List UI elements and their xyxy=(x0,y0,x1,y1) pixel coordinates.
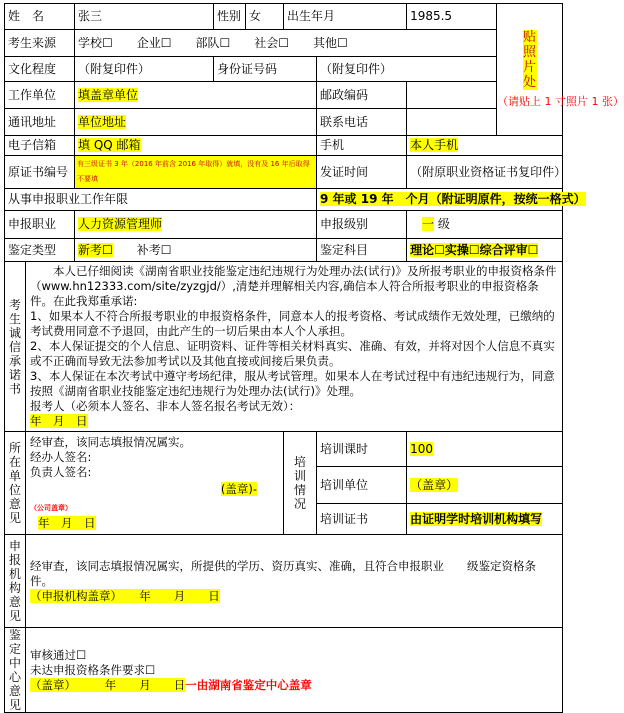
unit-opinion-body xyxy=(26,432,284,535)
work-years-value xyxy=(317,189,586,211)
row-source xyxy=(5,30,563,57)
mobile-label: 手机 xyxy=(317,136,407,156)
row-address xyxy=(5,109,563,136)
exam-type-options xyxy=(75,239,317,262)
education-label: 文化程度 xyxy=(5,57,75,82)
row-workplace xyxy=(5,82,563,109)
work-years-label: 从事申报职业工作年限 xyxy=(5,189,317,211)
training-cert-value: 由证明学时培训机构填写 xyxy=(407,504,563,535)
photo-label: 贴照片处 xyxy=(523,30,537,90)
row-declare xyxy=(5,535,563,628)
subject-label: 鉴定科目 xyxy=(317,239,407,262)
new-exam-option: 新考☐ xyxy=(78,242,113,257)
pledge-date: 年 月 日 xyxy=(30,414,88,428)
row-certificate xyxy=(5,156,563,189)
unit-stamp-line: (盖章)- xyxy=(220,482,258,496)
id-value: （附复印件） xyxy=(317,57,497,82)
birth-value: 1985.5 xyxy=(407,4,497,30)
level-hint: 一 xyxy=(422,217,435,231)
occupation-value xyxy=(75,211,317,239)
row-exam-type xyxy=(5,239,563,262)
issue-date-label: 发证时间 xyxy=(317,156,407,189)
issue-date-value: （附原职业资格证书复印件） xyxy=(407,156,563,189)
training-unit-value: （盖章） xyxy=(407,467,563,504)
center-opinion-body xyxy=(26,628,563,713)
occupation-hint: 人力资源管理师 xyxy=(78,217,163,231)
address-hint: 单位地址 xyxy=(78,114,127,129)
mobile-value xyxy=(407,136,563,156)
cert-number-label: 原证书编号 xyxy=(5,156,75,189)
name-value: 张三 xyxy=(75,4,214,30)
row-pledge xyxy=(5,262,563,432)
level-label: 申报级别 xyxy=(317,211,407,239)
center-stamp-note: 一由湖南省鉴定中心盖章 xyxy=(185,677,312,692)
pledge-paragraph-1: 本人已仔细阅读《湖南省职业技能鉴定违纪违规行为处理办法(试行)》及所报考职业的申报资格条件（www.hn12333.com/site/zyzgjd/）,清楚并理解相关内容,确信本人符合所报考职业的申报资格条件。在此我郑重承诺: xyxy=(30,264,557,308)
row-work-years xyxy=(5,189,563,211)
training-cert-label: 培训证书 xyxy=(317,504,407,535)
pledge-sign-line: 报考人（必须本人签名、非本人签名报名考试无效）： xyxy=(30,399,301,413)
workplace-hint: 填盖章单位 xyxy=(78,87,139,102)
pledge-paragraph-3: 2、本人保证提交的个人信息、证明资料、证件等相关材料真实、准确、有效，并将对因个人信息不真实或不正确而导致无法参加考试以及其他直接或间接后果负责。 xyxy=(30,339,555,368)
center-stamp-line: （盖章） 年 月 日一由湖南省鉴定中心盖章 xyxy=(30,677,312,692)
id-label: 身份证号码 xyxy=(214,57,317,82)
unit-stamp-note: （公司盖章） xyxy=(30,504,72,512)
form-table xyxy=(4,3,624,713)
unit-line-1: 经审查，该同志填报情况属实。 xyxy=(30,435,191,449)
work-years-hint: 9 年或 19 年 个月（附证明原件，按统一格式） xyxy=(320,192,586,206)
source-options: 学校☐ 企业☐ 部队☐ 社会☐ 其他☐ xyxy=(75,30,497,57)
gender-value: 女 xyxy=(246,4,284,30)
education-value: （附复印件） xyxy=(75,57,214,82)
pledge-paragraph-4: 3、本人保证在本次考试中遵守考场纪律，服从考试管理。如果本人在考试过程中有违纪违规行为，同意按照《湖南省职业技能鉴定违纪违规行为处理办法(试行)》处理。 xyxy=(30,369,555,398)
unit-date: 年 月 日 xyxy=(38,516,96,530)
mobile-hint: 本人手机 xyxy=(410,138,459,152)
postcode-value xyxy=(407,82,497,109)
subject-options xyxy=(407,239,563,262)
subject-hint: 理论☐实操☐综合评审☐ xyxy=(410,242,539,257)
address-label: 通讯地址 xyxy=(5,109,75,136)
row-center xyxy=(5,628,563,713)
postcode-label: 邮政编码 xyxy=(317,82,407,109)
source-label: 考生来源 xyxy=(5,30,75,57)
training-hours-label: 培训课时 xyxy=(317,432,407,467)
gender-label: 性别 xyxy=(214,4,246,30)
workplace-value xyxy=(75,82,317,109)
row-occupation xyxy=(5,211,563,239)
row-unit-training-1 xyxy=(5,432,563,467)
birth-label: 出生年月 xyxy=(284,4,407,30)
email-label: 电子信箱 xyxy=(5,136,75,156)
declare-stamp: （申报机构盖章） 年 月 日 xyxy=(30,588,220,603)
row-basic xyxy=(5,4,563,30)
pledge-paragraph-2: 1、如果本人不符合所报考职业的申报资格条件，同意本人的报考资格、考试成绩作无效处理，已缴纳的考试费用同意不予退回，由此产生的一切后果由本人个人承担。 xyxy=(30,309,555,338)
cert-number-note: 有三级证书 3 年（2016 年前含 2016 年取得）就填，没有及 16 年后取得不要填 xyxy=(75,156,317,189)
pledge-body xyxy=(26,262,563,432)
training-label: 培训情况 xyxy=(284,432,317,535)
training-unit-label: 培训单位 xyxy=(317,467,407,504)
photo-box xyxy=(497,4,624,136)
level-value xyxy=(407,211,563,239)
unit-opinion-label: 所在单位意见 xyxy=(5,432,26,535)
center-opinion-label: 鉴定中心意见 xyxy=(5,628,26,713)
unit-line-2: 经办人签名: xyxy=(30,450,92,464)
declare-opinion-label: 申报机构意见 xyxy=(5,535,26,628)
pledge-label: 考生诚信承诺书 xyxy=(5,262,26,432)
unit-line-3: 负责人签名: xyxy=(30,465,92,479)
declare-text: 经审查，该同志填报情况属实，所提供的学历、资历真实、准确，且符合申报职业 级鉴定资格条件。 xyxy=(30,558,536,588)
exam-type-label: 鉴定类型 xyxy=(5,239,75,262)
re-exam-option: 补考☐ xyxy=(136,242,172,257)
workplace-label: 工作单位 xyxy=(5,82,75,109)
row-email xyxy=(5,136,563,156)
photo-note: （请贴上 1 寸照片 1 张） xyxy=(497,95,624,108)
center-approved-option: 审核通过☐ xyxy=(30,647,87,662)
row-education xyxy=(5,57,563,82)
phone-value xyxy=(407,109,497,136)
email-value xyxy=(75,136,317,156)
training-hours-value: 100 xyxy=(407,432,563,467)
name-label: 姓 名 xyxy=(5,4,75,30)
level-suffix: 级 xyxy=(437,217,450,231)
address-value xyxy=(75,109,317,136)
center-rejected-option: 未达申报资格条件要求☐ xyxy=(30,662,156,677)
phone-label: 联系电话 xyxy=(317,109,407,136)
declare-opinion-body xyxy=(26,535,563,628)
occupation-label: 申报职业 xyxy=(5,211,75,239)
email-hint: 填 QQ 邮箱 xyxy=(78,138,141,152)
